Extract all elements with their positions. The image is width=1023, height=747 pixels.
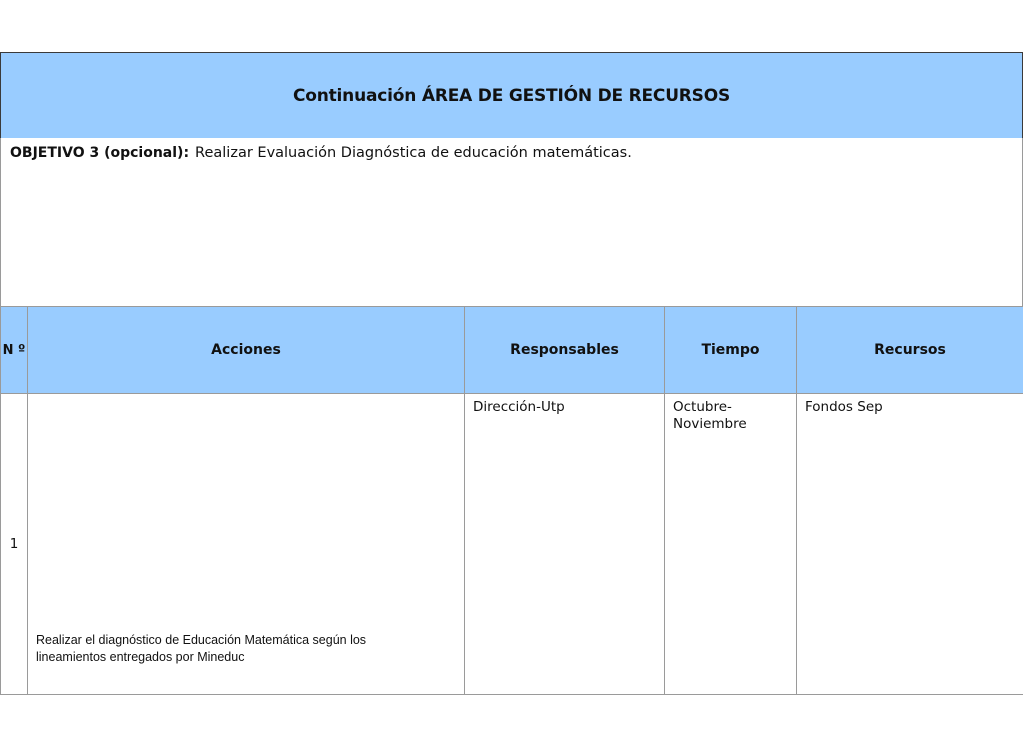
- cell-tiempo: Octubre-Noviembre: [665, 394, 797, 695]
- cell-no: 1: [1, 394, 28, 695]
- table-header-row: [1, 307, 1023, 394]
- objective-label: OBJETIVO 3 (opcional):: [10, 145, 190, 161]
- header-recursos: Recursos: [797, 307, 1023, 394]
- table-row: [1, 394, 1023, 695]
- cell-accion: [28, 394, 465, 695]
- title-banner: [0, 52, 1023, 139]
- header-no: N º: [1, 307, 28, 394]
- objective-section: [0, 138, 1023, 307]
- header-responsables: Responsables: [465, 307, 665, 394]
- accion-text: Realizar el diagnóstico de Educación Matemática según los lineamientos entregados por Mineduc: [36, 633, 367, 664]
- page-title: Continuación ÁREA DE GESTIÓN DE RECURSOS: [292, 85, 731, 106]
- actions-table: [0, 306, 1023, 695]
- objective-text: Realizar Evaluación Diagnóstica de educación matemáticas.: [195, 145, 632, 161]
- objective-line: [10, 145, 632, 161]
- header-tiempo: Tiempo: [665, 307, 797, 394]
- cell-recursos: Fondos Sep: [797, 394, 1023, 695]
- cell-responsables: Dirección-Utp: [465, 394, 665, 695]
- header-acciones: Acciones: [28, 307, 465, 394]
